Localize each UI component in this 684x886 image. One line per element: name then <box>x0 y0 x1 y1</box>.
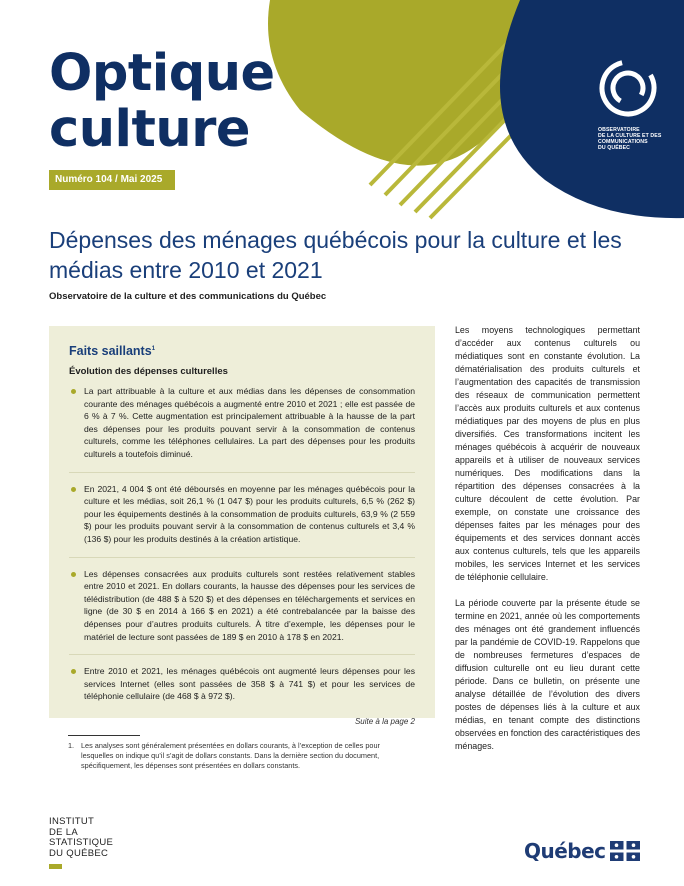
quebec-logo <box>524 839 640 863</box>
issue-badge: Numéro 104 / Mai 2025 <box>49 170 175 190</box>
isq-logo: INSTITUT DE LA STATISTIQUE DU QUÉBEC <box>49 816 114 859</box>
masthead-line-1: Optique <box>49 44 275 103</box>
footnote-ref: 1 <box>151 345 156 352</box>
bullet-dot-icon <box>71 572 76 577</box>
intro-paragraph-1: Les moyens technologiques permettant d’accéder aux contenus culturels ou médiatiques sont en constante évolution. La dématérialisation des produits culturels et l’augmentation des capacités de transmission des réseaux de communication permettent l’accès aux produits culturels et aux contenus médiatiques par des moyens de plus en plus diversifiés. Ces transformations incitent les ménages québécois à acquérir de nouveaux appareils et à utiliser de nouveaux services numériques. Des modifications dans la répartition des dépenses consacrées à la culture découlent de cette évolution. Par exemple, on constate une croissance des dépenses faites par les ménages pour des équipements et des services donnant accès aux contenus culturels, tels que les appareils mobiles, les services Internet et les services de téléphonie cellulaire. <box>455 325 640 582</box>
fleurdelise-icon <box>610 841 640 861</box>
document-subtitle: Observatoire de la culture et des communications du Québec <box>49 291 327 302</box>
highlights-subheading: Évolution des dépenses culturelles <box>69 366 228 377</box>
list-item: En 2021, 4 004 $ ont été déboursés en moyenne par les ménages québécois pour la culture et les médias, soit 26,1 % (1 047 $) pour les produits culturels, 6,5 % (262 $) pour les équipements destinés à la consommation de produits culturels, 63,9 % (2 559 $) pour les produits pouvant servir à la consommation de contenus culturels et 3,4 % (136 $) pour les produits destinés à la création artistique. <box>69 472 415 546</box>
list-item: Les dépenses consacrées aux produits culturels sont restées relativement stables entre 2010 et 2021. En dollars courants, la hausse des dépenses pour les services de télédistribution (de 488 $ à 520 $) et des dépenses en téléchargements et services en ligne (de 30 $ en 2014 à 166 $ en 2021) a été contrebalancée par la baisse des dépenses pour d’autres produits culturels. À titre d’exemple, les dépenses pour le matériel de lecture sont passées de 189 $ en 2010 à 178 $ en 2021. <box>69 557 415 644</box>
intro-column <box>455 324 640 753</box>
bullet-dot-icon <box>71 389 76 394</box>
observatoire-ring-icon <box>598 58 658 118</box>
footnote-divider <box>68 735 140 736</box>
list-item: La part attribuable à la culture et aux médias dans les dépenses de consommation courante des ménages québécois a augmenté entre 2010 et 2021 ; elle est passée de 6 % à 7 %. Cette augmentation est principalement attribuable à la hausse de la part des dépenses pour les produits pouvant servir à la consommation de contenus culturels, comme les téléphones cellulaires. La part des dépenses pour les produits culturels a toutefois diminué. <box>69 385 415 461</box>
observatoire-logo <box>598 58 668 151</box>
highlights-list <box>69 385 415 703</box>
isq-accent-bar <box>49 864 62 869</box>
bullet-dot-icon <box>71 669 76 674</box>
document-title: Dépenses des ménages québécois pour la culture et les médias entre 2010 et 2021 <box>49 227 622 283</box>
footnote <box>68 741 414 771</box>
intro-paragraph-2: La période couverte par la présente étude se termine en 2021, année où les comportements des ménages ont été grandement influencés par la pandémie de COVID-19. Rappelons que de nombreuses fermetures d’espaces de diffusion culturelle ont eu lieu durant cette période. Dans ce bulletin, on présente une analyse détaillée de l’évolution des divers postes de dépenses liés à la culture et aux médias, en tenant compte des distinctions observées en fonction des caractéristiques des ménages. <box>455 598 641 751</box>
highlights-panel <box>49 326 435 718</box>
masthead-line-2: culture <box>49 100 250 159</box>
footnote-text: Les analyses sont généralement présentées en dollars courants, à l’exception de celles pour lesquelles on indique qu’il s’agit de dollars constants. Dans la dernière section du document, spécifiquement, les dépenses sont présentées en dollars constants. <box>81 741 380 770</box>
continued-note: Suite à la page 2 <box>354 717 415 726</box>
bullet-dot-icon <box>71 487 76 492</box>
list-item: Entre 2010 et 2021, les ménages québécois ont augmenté leurs dépenses pour les services Internet (elles sont passées de 358 $ à 741 $) et pour les services de téléphonie cellulaire (de 468 $ à 972 $). <box>69 654 415 703</box>
observatoire-logo-text: OBSERVATOIRE DE LA CULTURE ET DES COMMUNICATIONS DU QUÉBEC <box>598 127 662 151</box>
masthead <box>49 46 275 158</box>
footnote-number: 1. <box>68 741 75 750</box>
highlights-heading: Faits saillants$^1$ <box>69 344 156 358</box>
quebec-wordmark: Québec <box>524 839 606 863</box>
